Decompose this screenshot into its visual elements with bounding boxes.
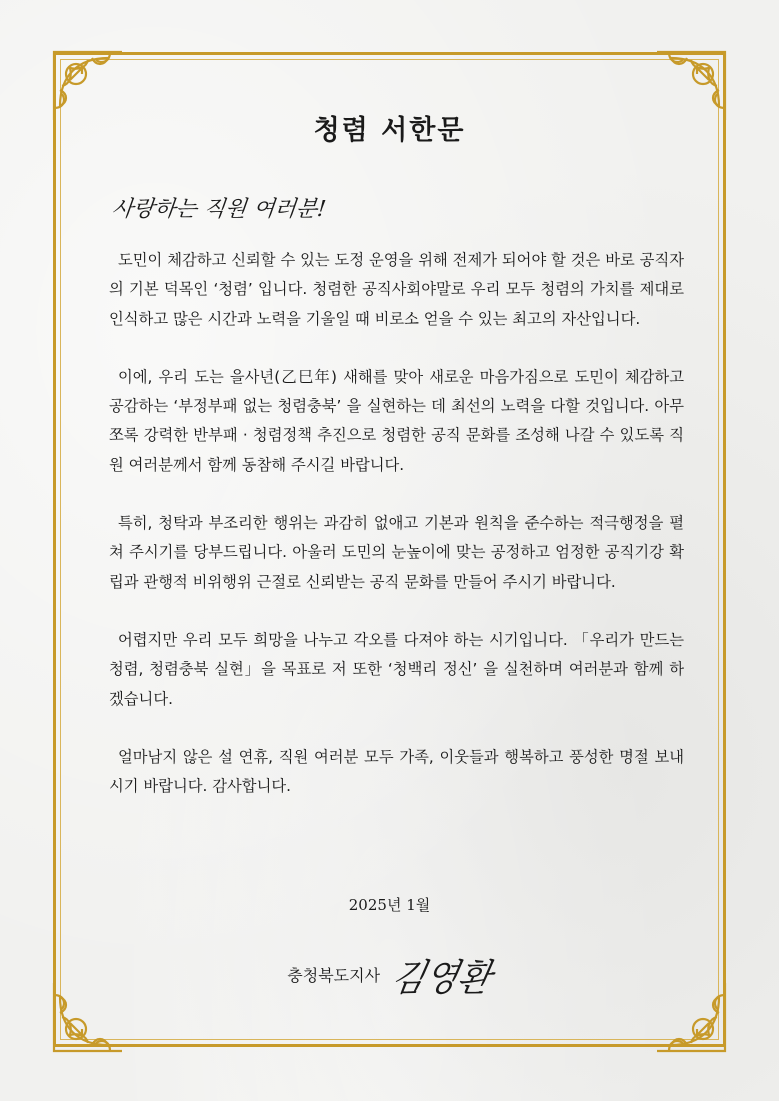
paragraph-4: 어렵지만 우리 모두 희망을 나누고 각오를 다져야 하는 시기입니다. 「우리가 만드는 청렴, 청렴충북 실현」을 목표로 저 또한 ‘청백리 정신’ 을 실천하며 여러분과 함께 하겠습니다. <box>109 630 684 708</box>
signature-block <box>0 950 779 999</box>
paragraph-3: 특히, 청탁과 부조리한 행위는 과감히 없애고 기본과 원칙을 준수하는 적극행정을 펼쳐 주시기를 당부드립니다. 아울러 도민의 눈높이에 맞는 공정하고 엄정한 공직기강 확립과 관행적 비위행위 근절로 신뢰받는 공직 문화를 만들어 주시기 바랍니다. <box>109 514 684 591</box>
paragraph-2: 이에, 우리 도는 을사년(乙巳年) 새해를 맞아 새로운 마음가짐으로 도민이 체감하고 공감하는 ‘부정부패 없는 청렴충북’ 을 실현하는 데 최선의 노력을 다할 것입니다. 아무쪼록 강력한 반부패 · 청렴정책 추진으로 청렴한 공직 문화를 조성해 나갈 수 있도록 직원 여러분께서 함께 동참해 주시길 바랍니다. <box>109 367 684 474</box>
greeting: 사랑하는 직원 여러분! <box>110 197 328 222</box>
letter-body <box>109 246 684 830</box>
signer-title: 충청북도지사 <box>287 966 381 985</box>
paragraph-5: 얼마남지 않은 설 연휴, 직원 여러분 모두 가족, 이웃들과 행복하고 풍성한 명절 보내시기 바랍니다. 감사합니다. <box>109 747 684 796</box>
page-title: 청렴 서한문 <box>313 115 466 146</box>
letter-date: 2025년 1월 <box>348 896 431 914</box>
paragraph-1: 도민이 체감하고 신뢰할 수 있는 도정 운영을 위해 전제가 되어야 할 것은 바로 공직자의 기본 덕목인 ‘청렴’ 입니다. 청렴한 공직사회야말로 우리 모두 청렴의 가치를 제대로 인식하고 많은 시간과 노력을 기울일 때 비로소 얻을 수 있는 최고의 자산입니다. <box>109 251 684 328</box>
handwritten-signature: 김영환 <box>387 956 496 1001</box>
